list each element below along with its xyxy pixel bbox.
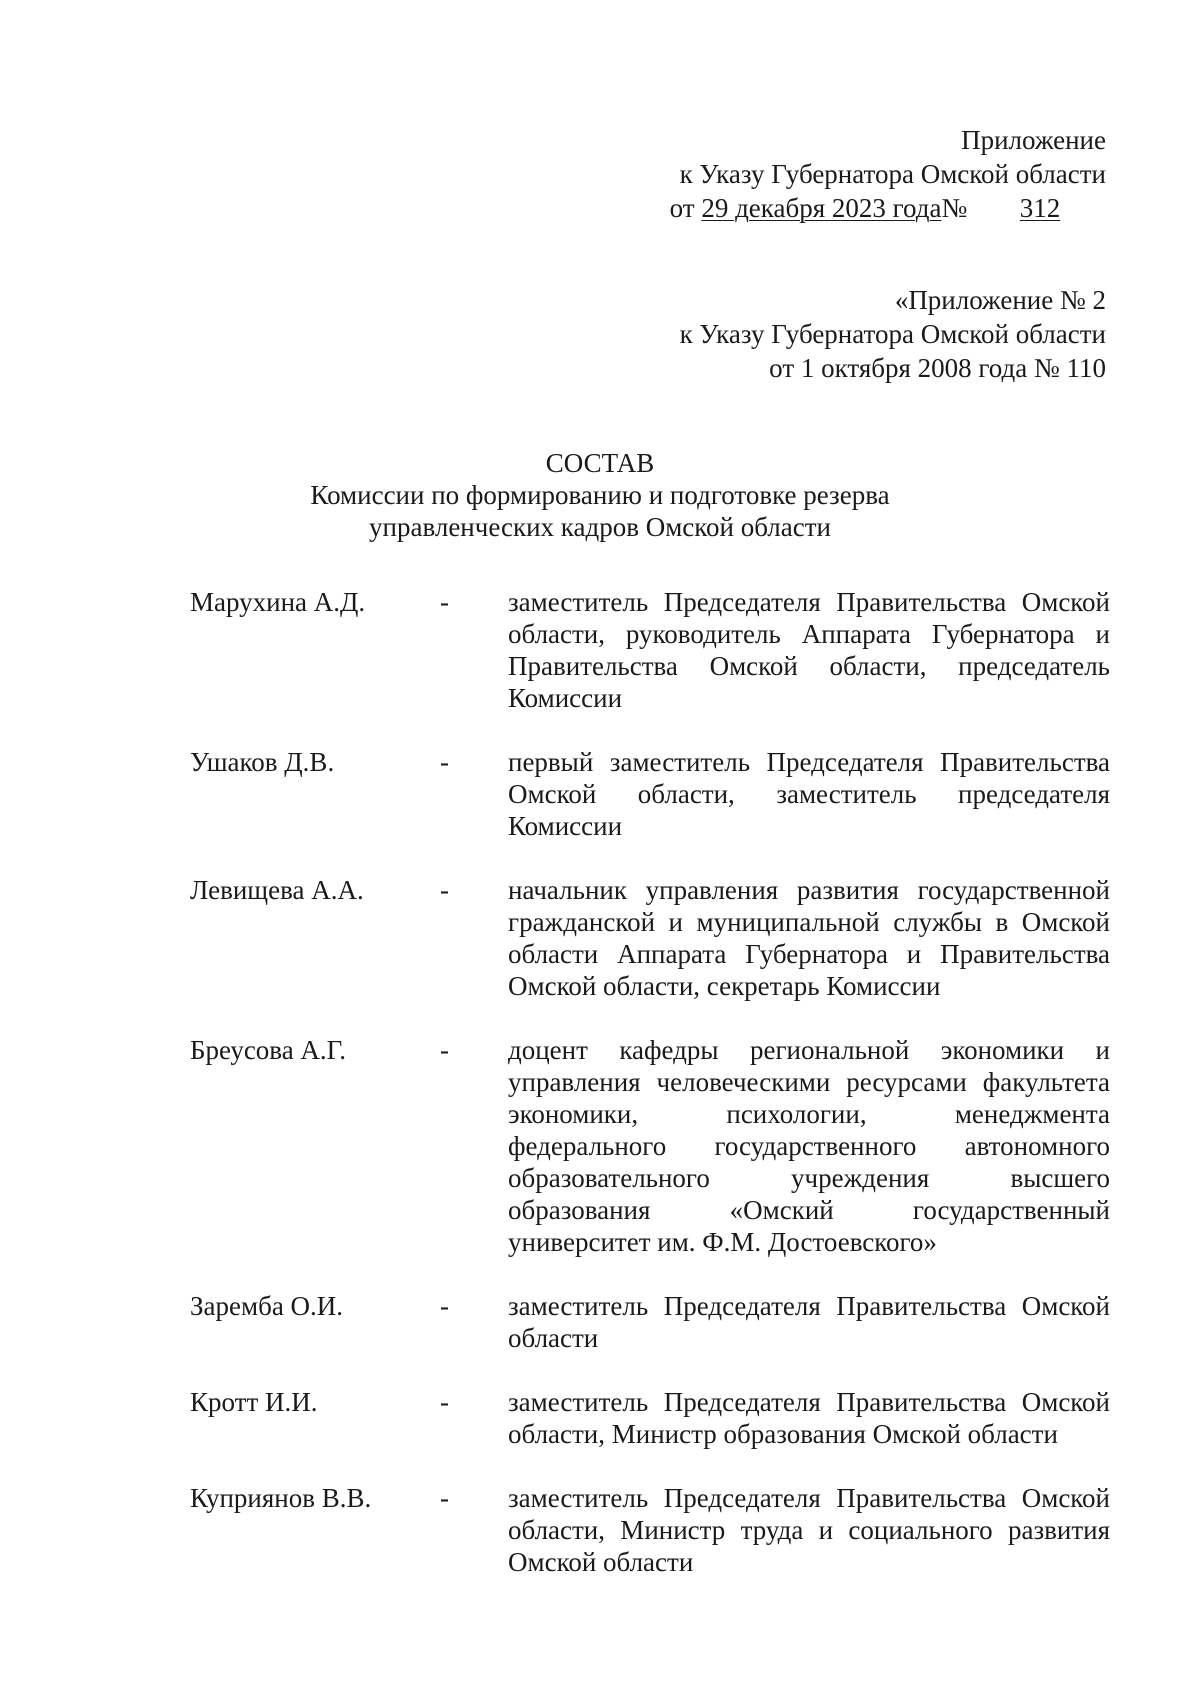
member-role: заместитель Председателя Правительства Омской области <box>508 1291 1110 1353</box>
member-name: Марухина А.Д. <box>190 587 366 617</box>
title-subheading-1: Комиссии по формированию и подготовке резерва <box>310 480 890 510</box>
member-row <box>190 1386 1110 1450</box>
appendix-date-line <box>670 191 1106 225</box>
member-row <box>190 1034 1110 1258</box>
appendix-number: 312 <box>1019 193 1061 223</box>
appendix-header <box>670 123 1106 225</box>
member-dash: - <box>440 875 449 905</box>
original-decree-ref: к Указу Губернатора Омской области <box>679 319 1106 349</box>
member-name: Кротт И.И. <box>190 1387 318 1417</box>
member-name: Левищева А.А. <box>190 875 364 905</box>
member-row <box>190 586 1110 714</box>
member-role: начальник управления развития государственной гражданской и муниципальной службы в Омской области Аппарата Губернатора и Правительства Омской области, секретарь Комиссии <box>508 875 1110 1001</box>
document-title <box>0 447 1200 543</box>
original-decree-date: от 1 октября 2008 года № 110 <box>769 353 1106 383</box>
appendix-number-sign: № <box>941 193 968 223</box>
original-appendix-title: «Приложение № 2 <box>894 285 1106 315</box>
appendix-date-prefix: от <box>669 193 695 223</box>
member-dash: - <box>440 1387 449 1417</box>
member-row <box>190 746 1110 842</box>
member-role: заместитель Председателя Правительства Омской области, руководитель Аппарата Губернатора и Правительства Омской области, председатель Комиссии <box>508 587 1110 713</box>
member-name: Бреусова А.Г. <box>190 1035 346 1065</box>
member-name: Заремба О.И. <box>190 1291 344 1321</box>
title-subheading-2: управленческих кадров Омской области <box>369 512 831 542</box>
appendix-decree-ref: к Указу Губернатора Омской области <box>679 159 1106 189</box>
member-name: Куприянов В.В. <box>190 1483 372 1513</box>
original-appendix-header <box>680 283 1106 385</box>
member-row <box>190 874 1110 1002</box>
member-row <box>190 1482 1110 1578</box>
member-row <box>190 1290 1110 1354</box>
members-list <box>190 586 1110 1610</box>
member-role: доцент кафедры региональной экономики и управления человеческими ресурсами факультета экономики, психологии, менеджмента федерального государственного автономного образовательного учреждения высшего образования «Омский государственный университет им. Ф.М. Достоевского» <box>508 1035 1110 1257</box>
member-role: первый заместитель Председателя Правительства Омской области, заместитель председателя Комиссии <box>508 747 1110 841</box>
member-dash: - <box>440 587 449 617</box>
title-heading: СОСТАВ <box>545 448 655 478</box>
appendix-title: Приложение <box>961 125 1106 155</box>
member-role: заместитель Председателя Правительства Омской области, Министр труда и социального развития Омской области <box>508 1483 1110 1577</box>
member-name: Ушаков Д.В. <box>190 747 335 777</box>
member-dash: - <box>440 747 449 777</box>
member-dash: - <box>440 1291 449 1321</box>
member-dash: - <box>440 1035 449 1065</box>
member-role: заместитель Председателя Правительства Омской области, Министр образования Омской области <box>508 1387 1110 1449</box>
appendix-date: 29 декабря 2023 года <box>701 193 942 223</box>
member-dash: - <box>440 1483 449 1513</box>
